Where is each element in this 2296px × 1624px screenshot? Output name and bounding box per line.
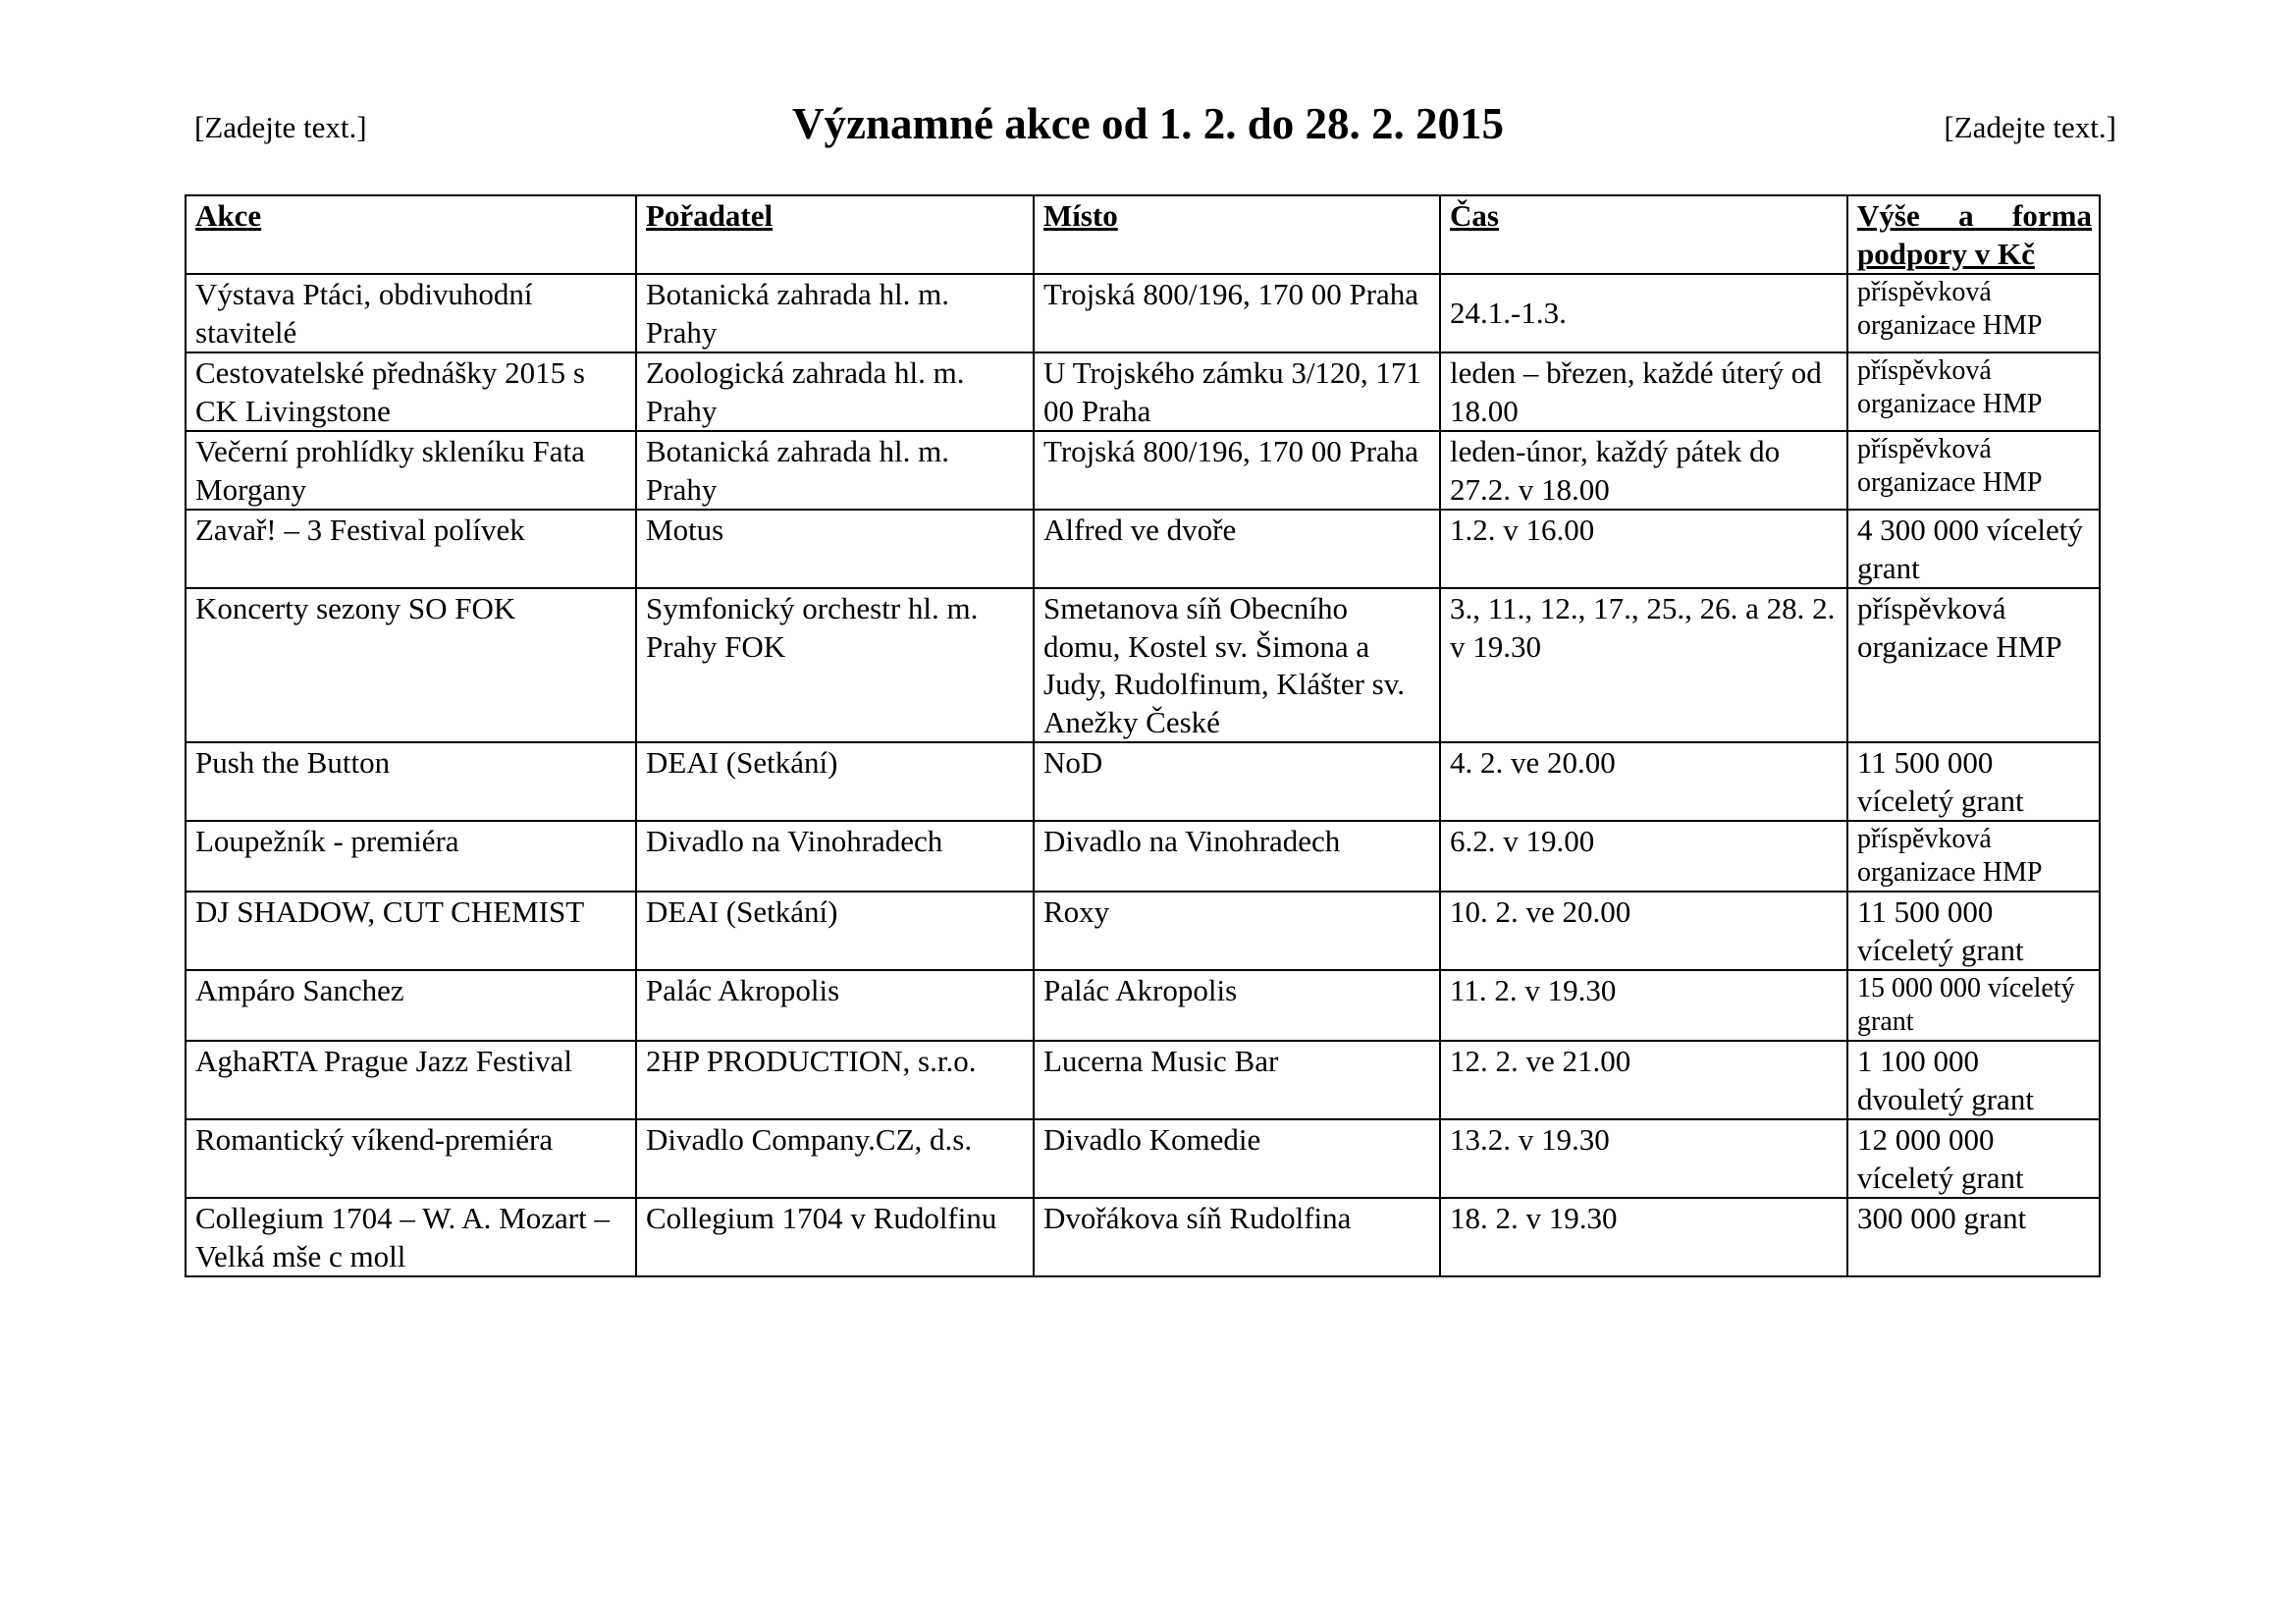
cell-cas: leden-únor, každý pátek do 27.2. v 18.00: [1440, 431, 1847, 510]
cell-poradatel: DEAI (Setkání): [636, 742, 1034, 821]
header-placeholder-left: [Zadejte text.]: [194, 110, 367, 144]
page-title: Významné akce od 1. 2. do 28. 2. 2015: [791, 99, 1504, 148]
cell-podpora: 300 000 grant: [1847, 1198, 2100, 1276]
cell-akce: DJ SHADOW, CUT CHEMIST: [186, 892, 636, 970]
table-row: [186, 1119, 2100, 1198]
cell-cas: 13.2. v 19.30: [1440, 1119, 1847, 1198]
cell-podpora: příspěvková organizace HMP: [1847, 821, 2100, 892]
table-row: [186, 352, 2100, 431]
cell-poradatel: Collegium 1704 v Rudolfinu: [636, 1198, 1034, 1276]
cell-akce: Loupežník - premiéra: [186, 821, 636, 892]
cell-misto: Smetanova síň Obecního domu, Kostel sv. Šimona a Judy, Rudolfinum, Klášter sv. Anežky České: [1034, 588, 1440, 742]
cell-poradatel: Symfonický orchestr hl. m. Prahy FOK: [636, 588, 1034, 742]
cell-akce: Ampáro Sanchez: [186, 970, 636, 1041]
cell-misto: NoD: [1034, 742, 1440, 821]
cell-misto: Divadlo na Vinohradech: [1034, 821, 1440, 892]
cell-poradatel: Divadlo Company.CZ, d.s.: [636, 1119, 1034, 1198]
cell-akce: Výstava Ptáci, obdivuhodní stavitelé: [186, 274, 636, 352]
cell-poradatel: DEAI (Setkání): [636, 892, 1034, 970]
cell-poradatel: Palác Akropolis: [636, 970, 1034, 1041]
cell-misto: U Trojského zámku 3/120, 171 00 Praha: [1034, 352, 1440, 431]
column-header-misto: Místo: [1034, 195, 1440, 274]
column-header-podpora: Výše a forma podpory v Kč: [1847, 195, 2100, 274]
cell-poradatel: Zoologická zahrada hl. m. Prahy: [636, 352, 1034, 431]
cell-akce: Večerní prohlídky skleníku Fata Morgany: [186, 431, 636, 510]
cell-poradatel: Divadlo na Vinohradech: [636, 821, 1034, 892]
cell-poradatel: 2HP PRODUCTION, s.r.o.: [636, 1041, 1034, 1119]
header-placeholder-right: [Zadejte text.]: [1944, 110, 2116, 144]
cell-misto: Alfred ve dvoře: [1034, 510, 1440, 588]
cell-podpora: 4 300 000 víceletý grant: [1847, 510, 2100, 588]
cell-cas: 18. 2. v 19.30: [1440, 1198, 1847, 1276]
table-row: [186, 1041, 2100, 1119]
cell-akce: Push the Button: [186, 742, 636, 821]
cell-podpora: 15 000 000 víceletý grant: [1847, 970, 2100, 1041]
table-row: [186, 588, 2100, 742]
cell-cas: 4. 2. ve 20.00: [1440, 742, 1847, 821]
cell-misto: Trojská 800/196, 170 00 Praha: [1034, 274, 1440, 352]
cell-akce: Collegium 1704 – W. A. Mozart – Velká mše c moll: [186, 1198, 636, 1276]
cell-cas: 11. 2. v 19.30: [1440, 970, 1847, 1041]
cell-misto: Lucerna Music Bar: [1034, 1041, 1440, 1119]
table-row: [186, 821, 2100, 892]
cell-cas: 3., 11., 12., 17., 25., 26. a 28. 2. v 19.30: [1440, 588, 1847, 742]
cell-cas: 12. 2. ve 21.00: [1440, 1041, 1847, 1119]
table-row: [186, 742, 2100, 821]
cell-podpora: příspěvková organizace HMP: [1847, 352, 2100, 431]
cell-podpora: příspěvková organizace HMP: [1847, 431, 2100, 510]
cell-akce: Cestovatelské přednášky 2015 s CK Livingstone: [186, 352, 636, 431]
table-row: [186, 274, 2100, 352]
table-header-row: [186, 195, 2100, 274]
cell-poradatel: Botanická zahrada hl. m. Prahy: [636, 274, 1034, 352]
cell-podpora: 11 500 000 víceletý grant: [1847, 892, 2100, 970]
table-row: [186, 1198, 2100, 1276]
cell-podpora: 12 000 000 víceletý grant: [1847, 1119, 2100, 1198]
cell-akce: AghaRTA Prague Jazz Festival: [186, 1041, 636, 1119]
cell-cas: 1.2. v 16.00: [1440, 510, 1847, 588]
column-header-akce: Akce: [186, 195, 636, 274]
cell-akce: Zavař! – 3 Festival polívek: [186, 510, 636, 588]
cell-cas: 6.2. v 19.00: [1440, 821, 1847, 892]
cell-podpora: 1 100 000 dvouletý grant: [1847, 1041, 2100, 1119]
cell-podpora: příspěvková organizace HMP: [1847, 588, 2100, 742]
cell-misto: Roxy: [1034, 892, 1440, 970]
cell-misto: Trojská 800/196, 170 00 Praha: [1034, 431, 1440, 510]
table-row: [186, 892, 2100, 970]
table-row: [186, 970, 2100, 1041]
cell-misto: Divadlo Komedie: [1034, 1119, 1440, 1198]
events-table: [185, 194, 2101, 1277]
cell-misto: Palác Akropolis: [1034, 970, 1440, 1041]
cell-misto: Dvořákova síň Rudolfina: [1034, 1198, 1440, 1276]
cell-cas: 10. 2. ve 20.00: [1440, 892, 1847, 970]
cell-podpora: příspěvková organizace HMP: [1847, 274, 2100, 352]
column-header-poradatel: Pořadatel: [636, 195, 1034, 274]
column-header-cas: Čas: [1440, 195, 1847, 274]
cell-poradatel: Motus: [636, 510, 1034, 588]
table-row: [186, 431, 2100, 510]
cell-cas: leden – březen, každé úterý od 18.00: [1440, 352, 1847, 431]
table-row: [186, 510, 2100, 588]
cell-poradatel: Botanická zahrada hl. m. Prahy: [636, 431, 1034, 510]
cell-akce: Koncerty sezony SO FOK: [186, 588, 636, 742]
cell-cas: 24.1.-1.3.: [1440, 274, 1847, 352]
cell-akce: Romantický víkend-premiéra: [186, 1119, 636, 1198]
cell-podpora: 11 500 000 víceletý grant: [1847, 742, 2100, 821]
